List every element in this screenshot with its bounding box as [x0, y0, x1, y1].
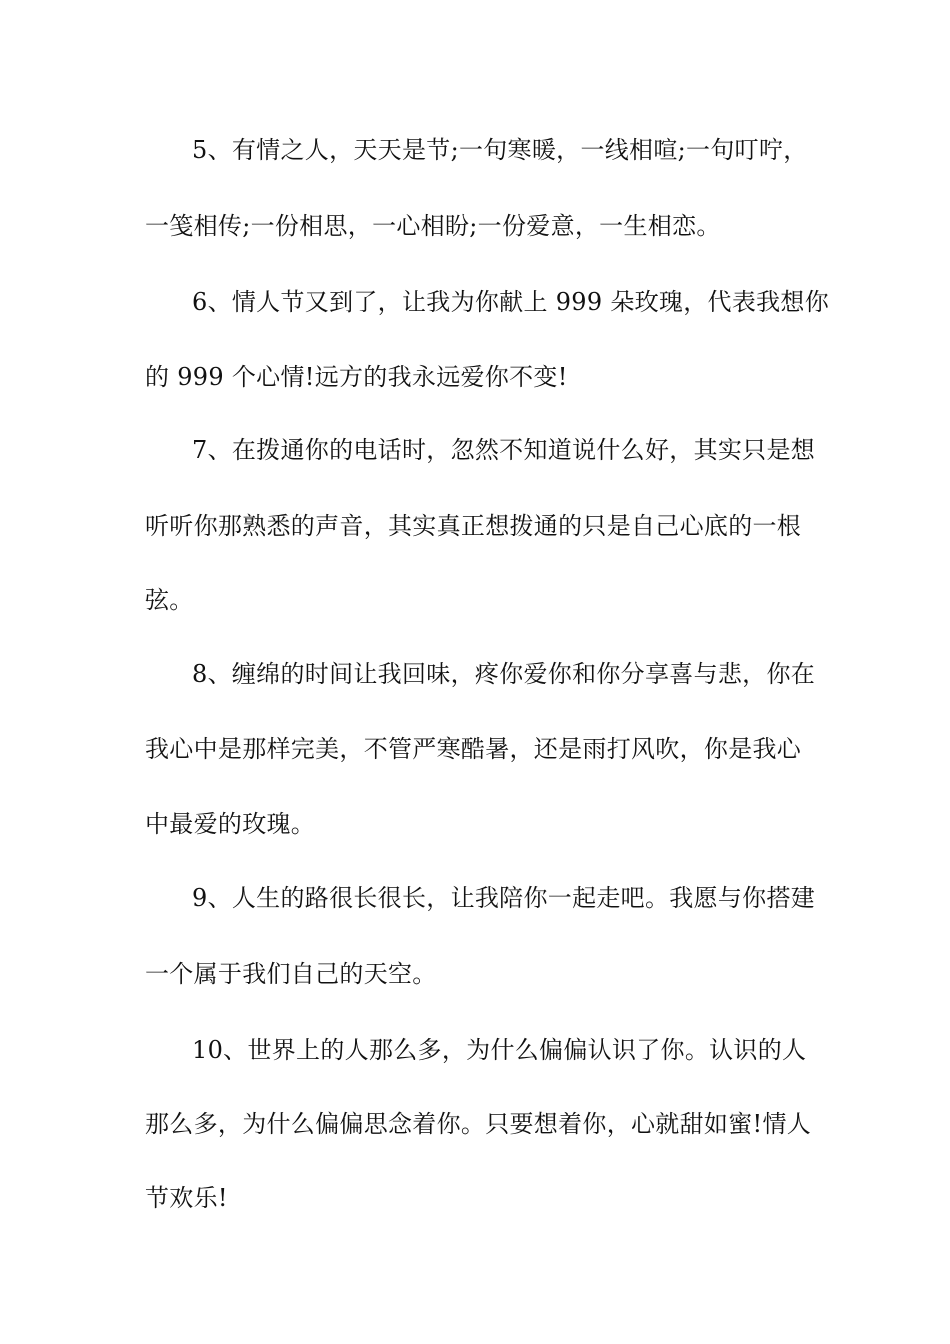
paragraph-line: 节欢乐!: [145, 1184, 228, 1212]
paragraph-line: 弦。: [145, 586, 194, 614]
paragraph-line: 一笺相传;一份相思，一心相盼;一份爱意，一生相恋。: [145, 212, 721, 240]
paragraph-line: 7、在拨通你的电话时，忽然不知道说什么好，其实只是想: [192, 436, 816, 464]
paragraph-line: 10、世界上的人那么多，为什么偏偏认识了你。认识的人: [192, 1036, 807, 1064]
paragraph-line: 听听你那熟悉的声音，其实真正想拨通的只是自己心底的一根: [145, 512, 802, 540]
paragraph-line: 那么多，为什么偏偏思念着你。只要想着你，心就甜如蜜!情人: [145, 1110, 812, 1138]
paragraph-line: 一个属于我们自己的天空。: [145, 960, 437, 988]
paragraph-line: 我心中是那样完美，不管严寒酷暑，还是雨打风吹，你是我心: [145, 735, 802, 763]
paragraph-line: 9、人生的路很长很长，让我陪你一起走吧。我愿与你搭建: [192, 884, 816, 912]
paragraph-line: 6、情人节又到了，让我为你献上 999 朵玫瑰，代表我想你: [192, 288, 830, 316]
paragraph-line: 8、缠绵的时间让我回味，疼你爱你和你分享喜与悲，你在: [192, 660, 816, 688]
paragraph-line: 的 999 个心情!远方的我永远爱你不变!: [145, 363, 568, 391]
paragraph-line: 5、有情之人，天天是节;一句寒暖，一线相喧;一句叮咛，: [192, 136, 808, 164]
paragraph-line: 中最爱的玫瑰。: [145, 810, 316, 838]
